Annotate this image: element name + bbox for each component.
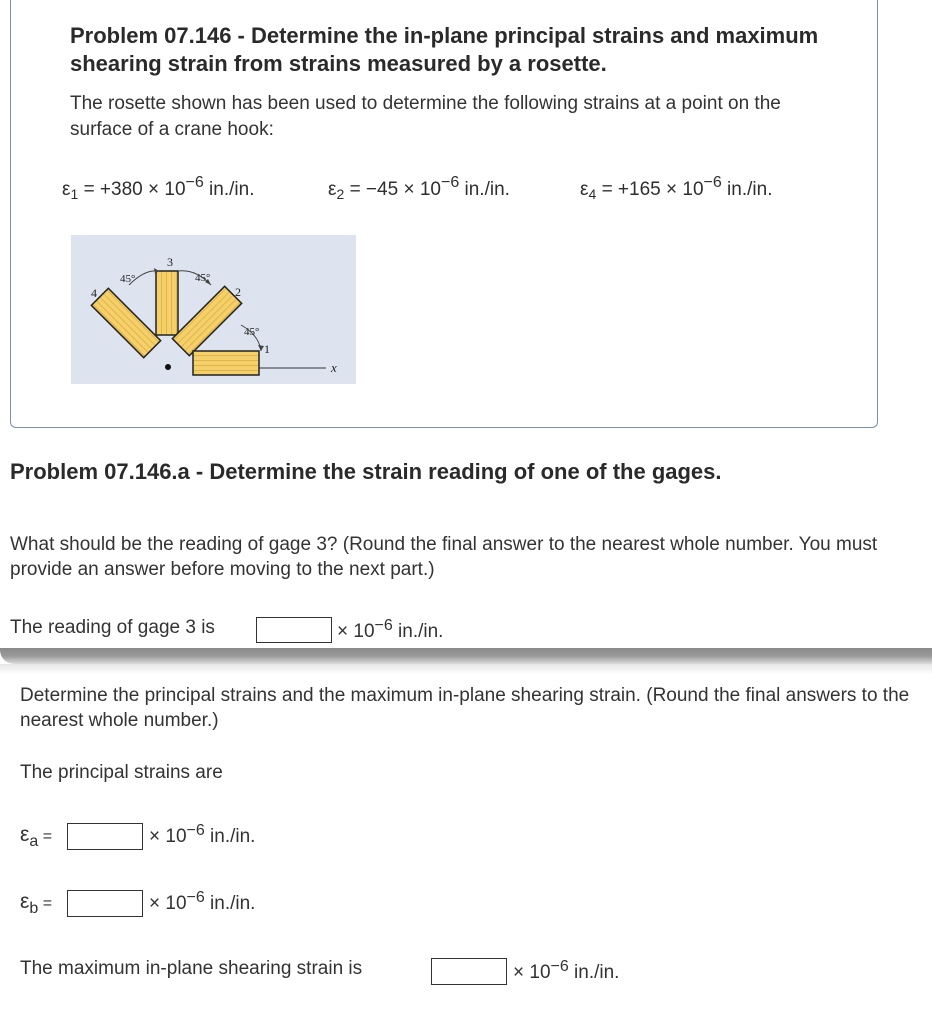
- gage-2: [172, 286, 241, 355]
- eps-a-input[interactable]: [67, 823, 143, 850]
- part-a-title: Problem 07.146.a - Determine the strain reading of one of the gages.: [10, 459, 722, 484]
- gage-4: [91, 288, 160, 357]
- rosette-figure: [71, 235, 356, 384]
- strain-4: $\varepsilon_4 = +165 \times 10^{-6}$ in./in.: [580, 174, 773, 202]
- label-angle-2: 45°: [195, 272, 211, 284]
- part-a-question: What should be the reading of gage 3? (Round the final answer to the nearest whole number. You must provide an answer before moving to the next part.): [10, 534, 878, 580]
- center-dot: [165, 364, 171, 370]
- gage3-answer-label: The reading of gage 3 is: [10, 617, 215, 638]
- eps-b-input[interactable]: [67, 890, 143, 917]
- shear-strain-unit: × $10^{-6}$ in./in.: [513, 958, 620, 983]
- eps-b-unit: × $10^{-6}$ in./in.: [149, 889, 256, 914]
- label-g3: 3: [167, 255, 173, 269]
- eps-a-unit: × $10^{-6}$ in./in.: [149, 822, 256, 847]
- section-divider: [0, 648, 932, 664]
- label-angle-3: 45°: [244, 326, 260, 338]
- eps-a-label: $\varepsilon_a$ =: [20, 823, 53, 850]
- label-angle-1: 45°: [120, 273, 136, 285]
- label-g2: 2: [235, 285, 241, 299]
- part-b-question: Determine the principal strains and the maximum in-plane shearing strain. (Round the final answers to the nearest whole number.): [20, 685, 910, 731]
- strain-1: $\varepsilon_1 = +380 \times 10^{-6}$ in./in.: [62, 174, 255, 202]
- rosette-diagram: [71, 235, 356, 384]
- principal-strains-label: The principal strains are: [20, 762, 223, 783]
- shear-strain-input[interactable]: [431, 958, 507, 985]
- gage3-answer-input[interactable]: [256, 617, 332, 643]
- problem-intro: The rosette shown has been used to determine the following strains at a point on the surface of a crane hook:: [70, 93, 781, 140]
- label-g4: 4: [91, 286, 97, 300]
- problem-title: Problem 07.146 - Determine the in-plane principal strains and maximum shearing strain from strains measured by a rosette.: [70, 23, 819, 76]
- gage-3: [156, 271, 178, 335]
- label-g1: 1: [264, 342, 270, 356]
- strain-2: $\varepsilon_2 = -45 \times 10^{-6}$ in./in.: [328, 174, 510, 202]
- eps-b-label: $\varepsilon_b$ =: [20, 890, 53, 917]
- gage-1: [193, 351, 259, 375]
- shear-strain-label: The maximum in-plane shearing strain is: [20, 958, 363, 979]
- label-x-axis: x: [331, 360, 337, 375]
- gage3-unit: × $10^{-6}$ in./in.: [337, 617, 444, 642]
